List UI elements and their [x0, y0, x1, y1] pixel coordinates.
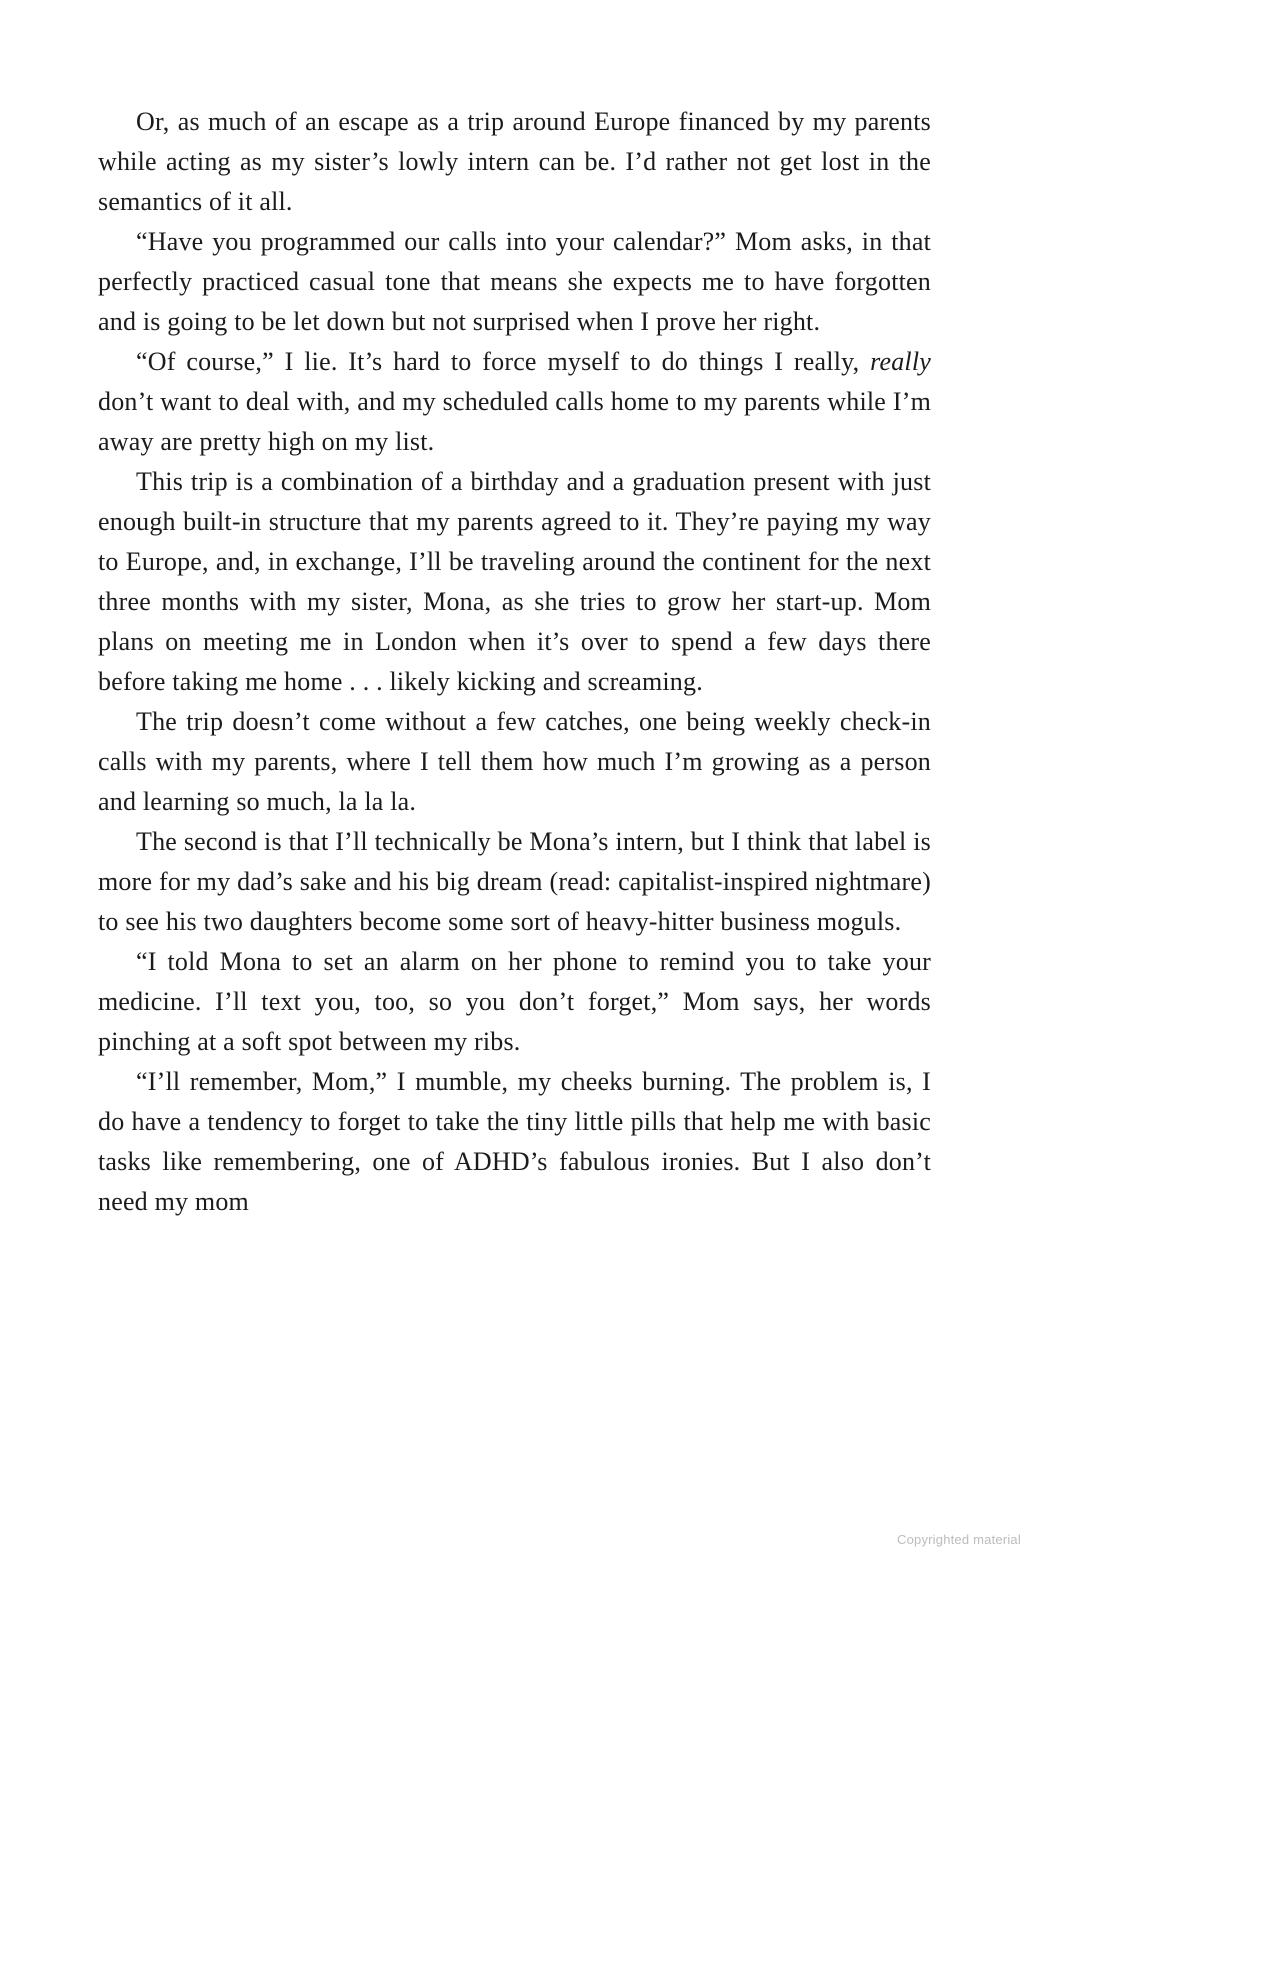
text-segment: don’t want to deal with, and my scheduled calls home to my parents while I’m away are pretty high on my list. — [98, 387, 931, 456]
text-segment: “I’ll remember, Mom,” I mumble, my cheeks burning. The problem is, I do have a tendency to forget to take the tiny little pills that help me with basic tasks like remembering, one of ADHD’s fabulous ironies. But I also don’t need my mom — [98, 1067, 931, 1216]
text-segment: “Have you programmed our calls into your calendar?” Mom asks, in that perfectly practiced casual tone that means she expects me to have forgotten and is going to be let down but not surprised when I prove her right. — [98, 227, 931, 336]
text-segment: “Of course,” I lie. It’s hard to force myself to do things I really, — [136, 347, 871, 376]
copyright-notice: Copyrighted material — [897, 1532, 1021, 1547]
text-segment: Or, as much of an escape as a trip around Europe financed by my parents while acting as my sister’s lowly intern can be. I’d rather not get lost in the semantics of it all. — [98, 107, 931, 216]
paragraph — [98, 1062, 931, 1222]
paragraph — [98, 102, 931, 222]
text-segment: This trip is a combination of a birthday and a graduation present with just enough built-in structure that my parents agreed to it. They’re paying my way to Europe, and, in exchange, I’ll be traveling around the continent for the next three months with my sister, Mona, as she tries to grow her start-up. Mom plans on meeting me in London when it’s over to spend a few days there before taking me home . . . likely kicking and screaming. — [98, 467, 931, 696]
paragraph — [98, 942, 931, 1062]
text-segment: The second is that I’ll technically be Mona’s intern, but I think that label is more for my dad’s sake and his big dream (read: capitalist-inspired nightmare) to see his two daughters become some sort of heavy-hitter business moguls. — [98, 827, 931, 936]
paragraph — [98, 462, 931, 702]
paragraph — [98, 222, 931, 342]
paragraph — [98, 702, 931, 822]
italic-text-segment: really — [870, 347, 931, 376]
paragraph — [98, 342, 931, 462]
paragraph — [98, 822, 931, 942]
text-segment: The trip doesn’t come without a few catches, one being weekly check-in calls with my parents, where I tell them how much I’m growing as a person and learning so much, la la la. — [98, 707, 931, 816]
body-text — [98, 102, 931, 1222]
text-segment: “I told Mona to set an alarm on her phone to remind you to take your medicine. I’ll text you, too, so you don’t forget,” Mom says, her words pinching at a soft spot between my ribs. — [98, 947, 931, 1056]
